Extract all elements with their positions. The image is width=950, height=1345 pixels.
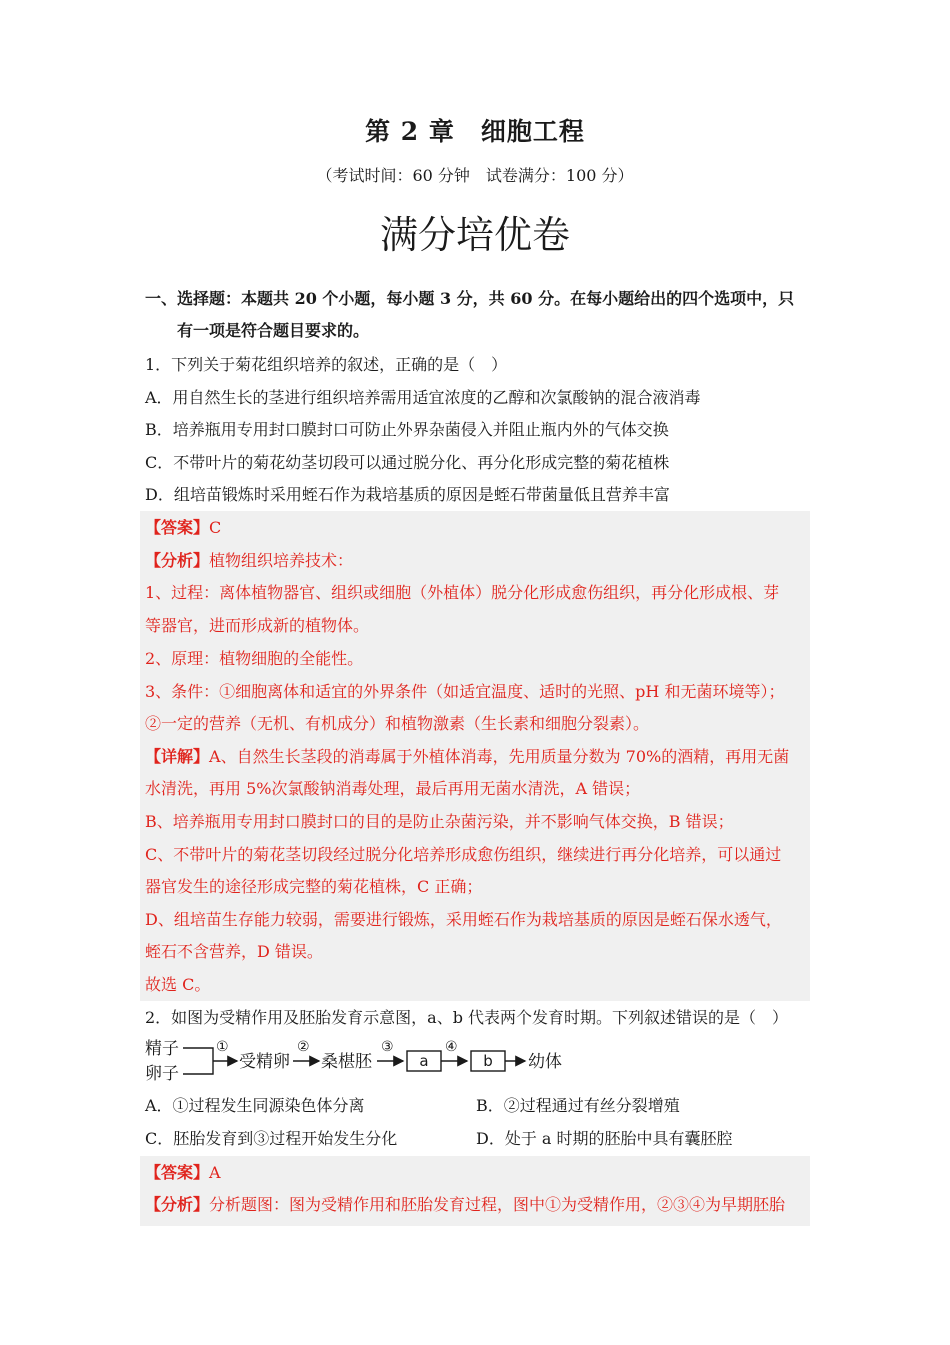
q1-detail-first-line [145,746,789,768]
q2-analysis-line [145,1194,785,1216]
analysis-tag: 【分析】 [145,1195,210,1214]
answer-tag: 【答案】 [145,1163,210,1182]
stage-b-label: b [483,1052,493,1070]
q1-stem: 1．下列关于菊花组织培养的叙述，正确的是（ ） [145,355,508,374]
q1-detail-line: 器官发生的途径形成完整的菊花植株，C 正确； [145,877,483,896]
q2-option-b: B．②过程通过有丝分裂增殖 [476,1096,680,1115]
q1-analysis-title: 植物组织培养技术： [209,551,354,570]
step-4-label: ④ [445,1039,458,1055]
q1-detail-line: 蛭石不含营养，D 错误。 [145,942,323,961]
merge-bracket [183,1048,213,1074]
q1-detail-line: B、培养瓶用专用封口膜封口的目的是防止杂菌污染，并不影响气体交换，B 错误； [145,812,734,831]
section-instruction-line1: 一、选择题：本题共 20 个小题，每小题 3 分，共 60 分。在每小题给出的四个选项中，只 [145,289,795,308]
q1-detail-line: C、不带叶片的菊花茎切段经过脱分化培养形成愈伤组织，继续进行再分化培养，可以通过 [145,845,782,864]
q1-answer: C [209,518,222,537]
q1-option-d: D．组培苗锻炼时采用蛭石作为栽培基质的原因是蛭石带菌量低且营养丰富 [145,485,670,504]
q1-detail-line: 水清洗，再用 5%次氯酸钠消毒处理，最后再用无菌水清洗，A 错误； [145,779,641,798]
analysis-tag: 【分析】 [145,551,210,570]
q1-detail-line: D、组培苗生存能力较弱，需要进行锻炼，采用蛭石作为栽培基质的原因是蛭石保水透气， [145,910,782,929]
q2-analysis-text: 分析题图：图为受精作用和胚胎发育过程，图中①为受精作用，②③④为早期胚胎 [209,1195,786,1214]
q1-analysis-line: 等器官，进而形成新的植物体。 [145,616,370,635]
stage-a-label: a [419,1052,429,1070]
q1-option-a: A．用自然生长的茎进行组织培养需用适宜浓度的乙醇和次氯酸钠的混合液消毒 [145,388,701,407]
morula-label: 桑椹胚 [321,1052,372,1072]
fertilization-flow-diagram [145,1036,585,1086]
q1-option-c: C．不带叶片的菊花幼茎切段可以通过脱分化、再分化形成完整的菊花植株 [145,453,670,472]
step-3-label: ③ [381,1039,394,1055]
q1-option-b: B．培养瓶用专用封口膜封口可防止外界杂菌侵入并阻止瓶内外的气体交换 [145,420,669,439]
paper-title: 满分培优卷 [379,213,570,257]
section-instruction-line2: 有一项是符合题目要求的。 [177,321,370,340]
q1-analysis-line: ②一定的营养（无机、有机成分）和植物激素（生长素和细胞分裂素）。 [145,714,650,733]
step-1-label: ① [216,1039,229,1055]
exam-info: （考试时间：60 分钟 试卷满分：100 分） [316,166,634,185]
q1-analysis-line: 1、过程：离体植物器官、组织或细胞（外植体）脱分化形成愈伤组织，再分化形成根、芽 [145,583,780,602]
detail-tag: 【详解】 [145,747,210,766]
q2-answer: A [209,1163,221,1182]
step-2-label: ② [297,1039,310,1055]
q2-option-c: C．胚胎发育到③过程开始发生分化 [145,1129,398,1148]
q1-detail-first: A、自然生长茎段的消毒属于外植体消毒，先用质量分数为 70%的酒精，再用无菌 [209,747,790,766]
q2-stem: 2．如图为受精作用及胚胎发育示意图，a、b 代表两个发育时期。下列叙述错误的是（ ） [145,1008,789,1027]
q1-analysis-line: 2、原理：植物细胞的全能性。 [145,649,364,668]
q1-answer-line [145,517,221,539]
answer-tag: 【答案】 [145,518,210,537]
q2-option-a: A．①过程发生同源染色体分离 [145,1096,365,1115]
q2-option-d: D．处于 a 时期的胚胎中具有囊胚腔 [476,1129,733,1148]
q1-conclusion: 故选 C。 [145,975,211,994]
larva-label: 幼体 [528,1052,562,1072]
q1-analysis-title-line [145,550,353,572]
q1-analysis-line: 3、条件：①细胞离体和适宜的外界条件（如适宜温度、适时的光照、pH 和无菌环境等）； [145,682,785,701]
egg-label: 卵子 [145,1064,179,1084]
zygote-label: 受精卵 [239,1052,290,1072]
sperm-label: 精子 [145,1039,179,1059]
chapter-title: 第 2 章 细胞工程 [365,117,585,146]
q2-answer-line [145,1162,221,1184]
